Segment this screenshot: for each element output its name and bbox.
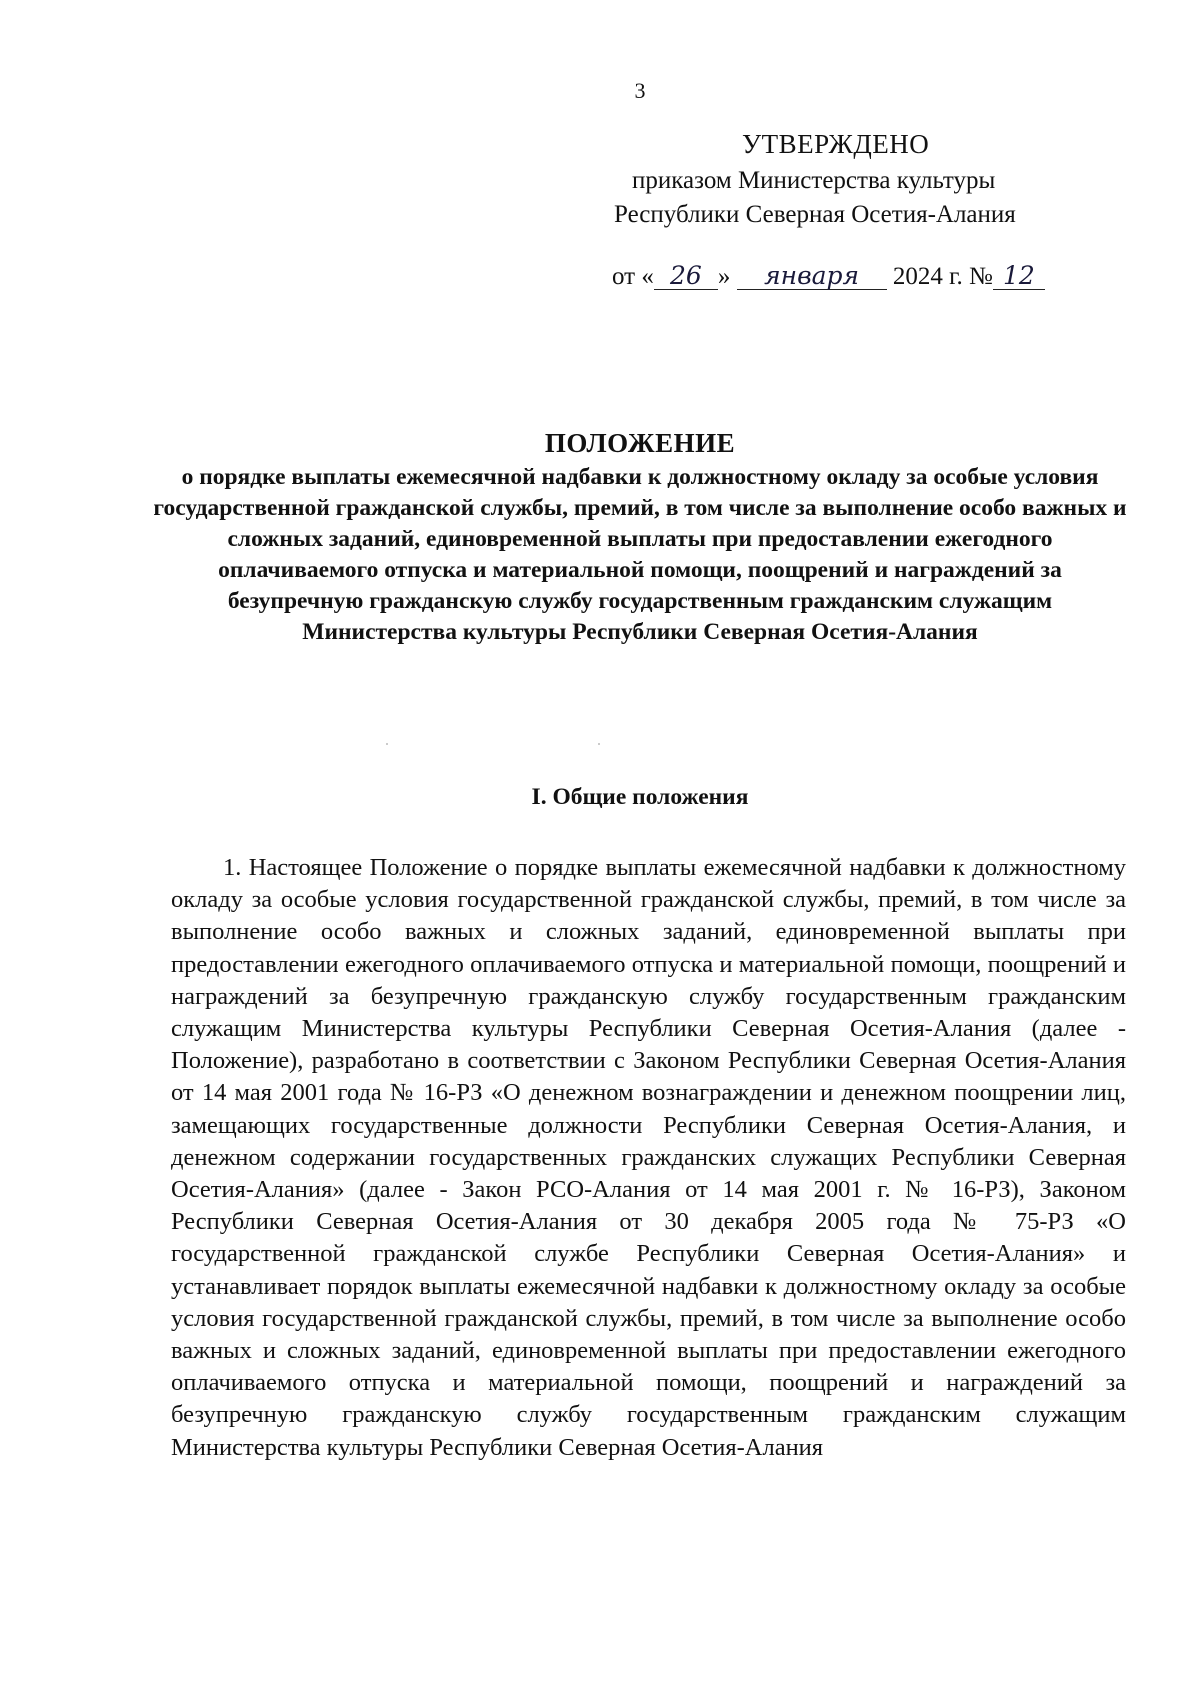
order-date-line — [612, 260, 1045, 294]
paragraph-1: 1. Настоящее Положение о порядке выплаты ежемесячной надбавки к должностному окладу за особые условия государственной гражданской службы, премий, в том числе за выполнение особо важных и сложных заданий, единовременной выплаты при предоставлении ежегодного оплачиваемого отпуска и материальной помощи, поощрений и награждений за безупречную гражданскую службу государственным гражданским служащим Министерства культуры Республики Северная Осетия-Алания (далее - Положение), разработано в соответствии с Законом Республики Северная Осетия-Алания от 14 мая 2001 года № 16-РЗ «О денежном вознаграждении и денежном поощрении лиц, замещающих государственные должности Республики Северная Осетия-Алания, и денежном содержании государственных гражданских служащих Республики Северная Осетия-Алания» (далее - Закон РСО-Алания от 14 мая 2001 г. № 16-РЗ), Законом Республики Северная Осетия-Алания от 30 декабря 2005 года № 75-РЗ «О государственной гражданской службе Республики Северная Осетия-Алания» и устанавливает порядок выплаты ежемесячной надбавки к должностному окладу за особые условия государственной гражданской службы, премий, в том числе за выполнение особо важных и сложных заданий, единовременной выплаты при предоставлении ежегодного оплачиваемого отпуска и материальной помощи, поощрений и награждений за безупречную гражданскую службу государственным гражданским служащим Министерства культуры Республики Северная Осетия-Алания — [171, 854, 1126, 1461]
document-subtitle: о порядке выплаты ежемесячной надбавки к должностному окладу за особые условия государственной гражданской службы, премий, в том числе за выполнение особо важных и сложных заданий, единовременной выплаты при предоставлении ежегодного оплачиваемого отпуска и материальной помощи, поощрений и награждений за безупречную гражданскую службу государственным гражданским служащим Министерства культуры Республики Северная Осетия-Алания — [153, 464, 1127, 645]
scan-speck — [386, 743, 388, 745]
approval-line-2: Республики Северная Осетия-Алания — [614, 201, 1016, 228]
page-number: 3 — [634, 78, 646, 103]
date-year-number: 2024 г. № — [892, 263, 993, 290]
section-heading: I. Общие положения — [531, 784, 749, 810]
approval-heading: УТВЕРЖДЕНО — [742, 129, 930, 159]
handwritten-day: 26 — [654, 263, 718, 290]
date-mid: » — [717, 263, 731, 290]
approval-line-1: приказом Министерства культуры — [632, 167, 996, 194]
handwritten-month: января — [737, 263, 887, 290]
handwritten-order-number: 12 — [993, 263, 1045, 290]
document-title: ПОЛОЖЕНИЕ — [544, 428, 736, 458]
date-prefix: от « — [612, 263, 654, 290]
document-title-block — [150, 424, 1130, 648]
scan-speck — [598, 743, 600, 745]
